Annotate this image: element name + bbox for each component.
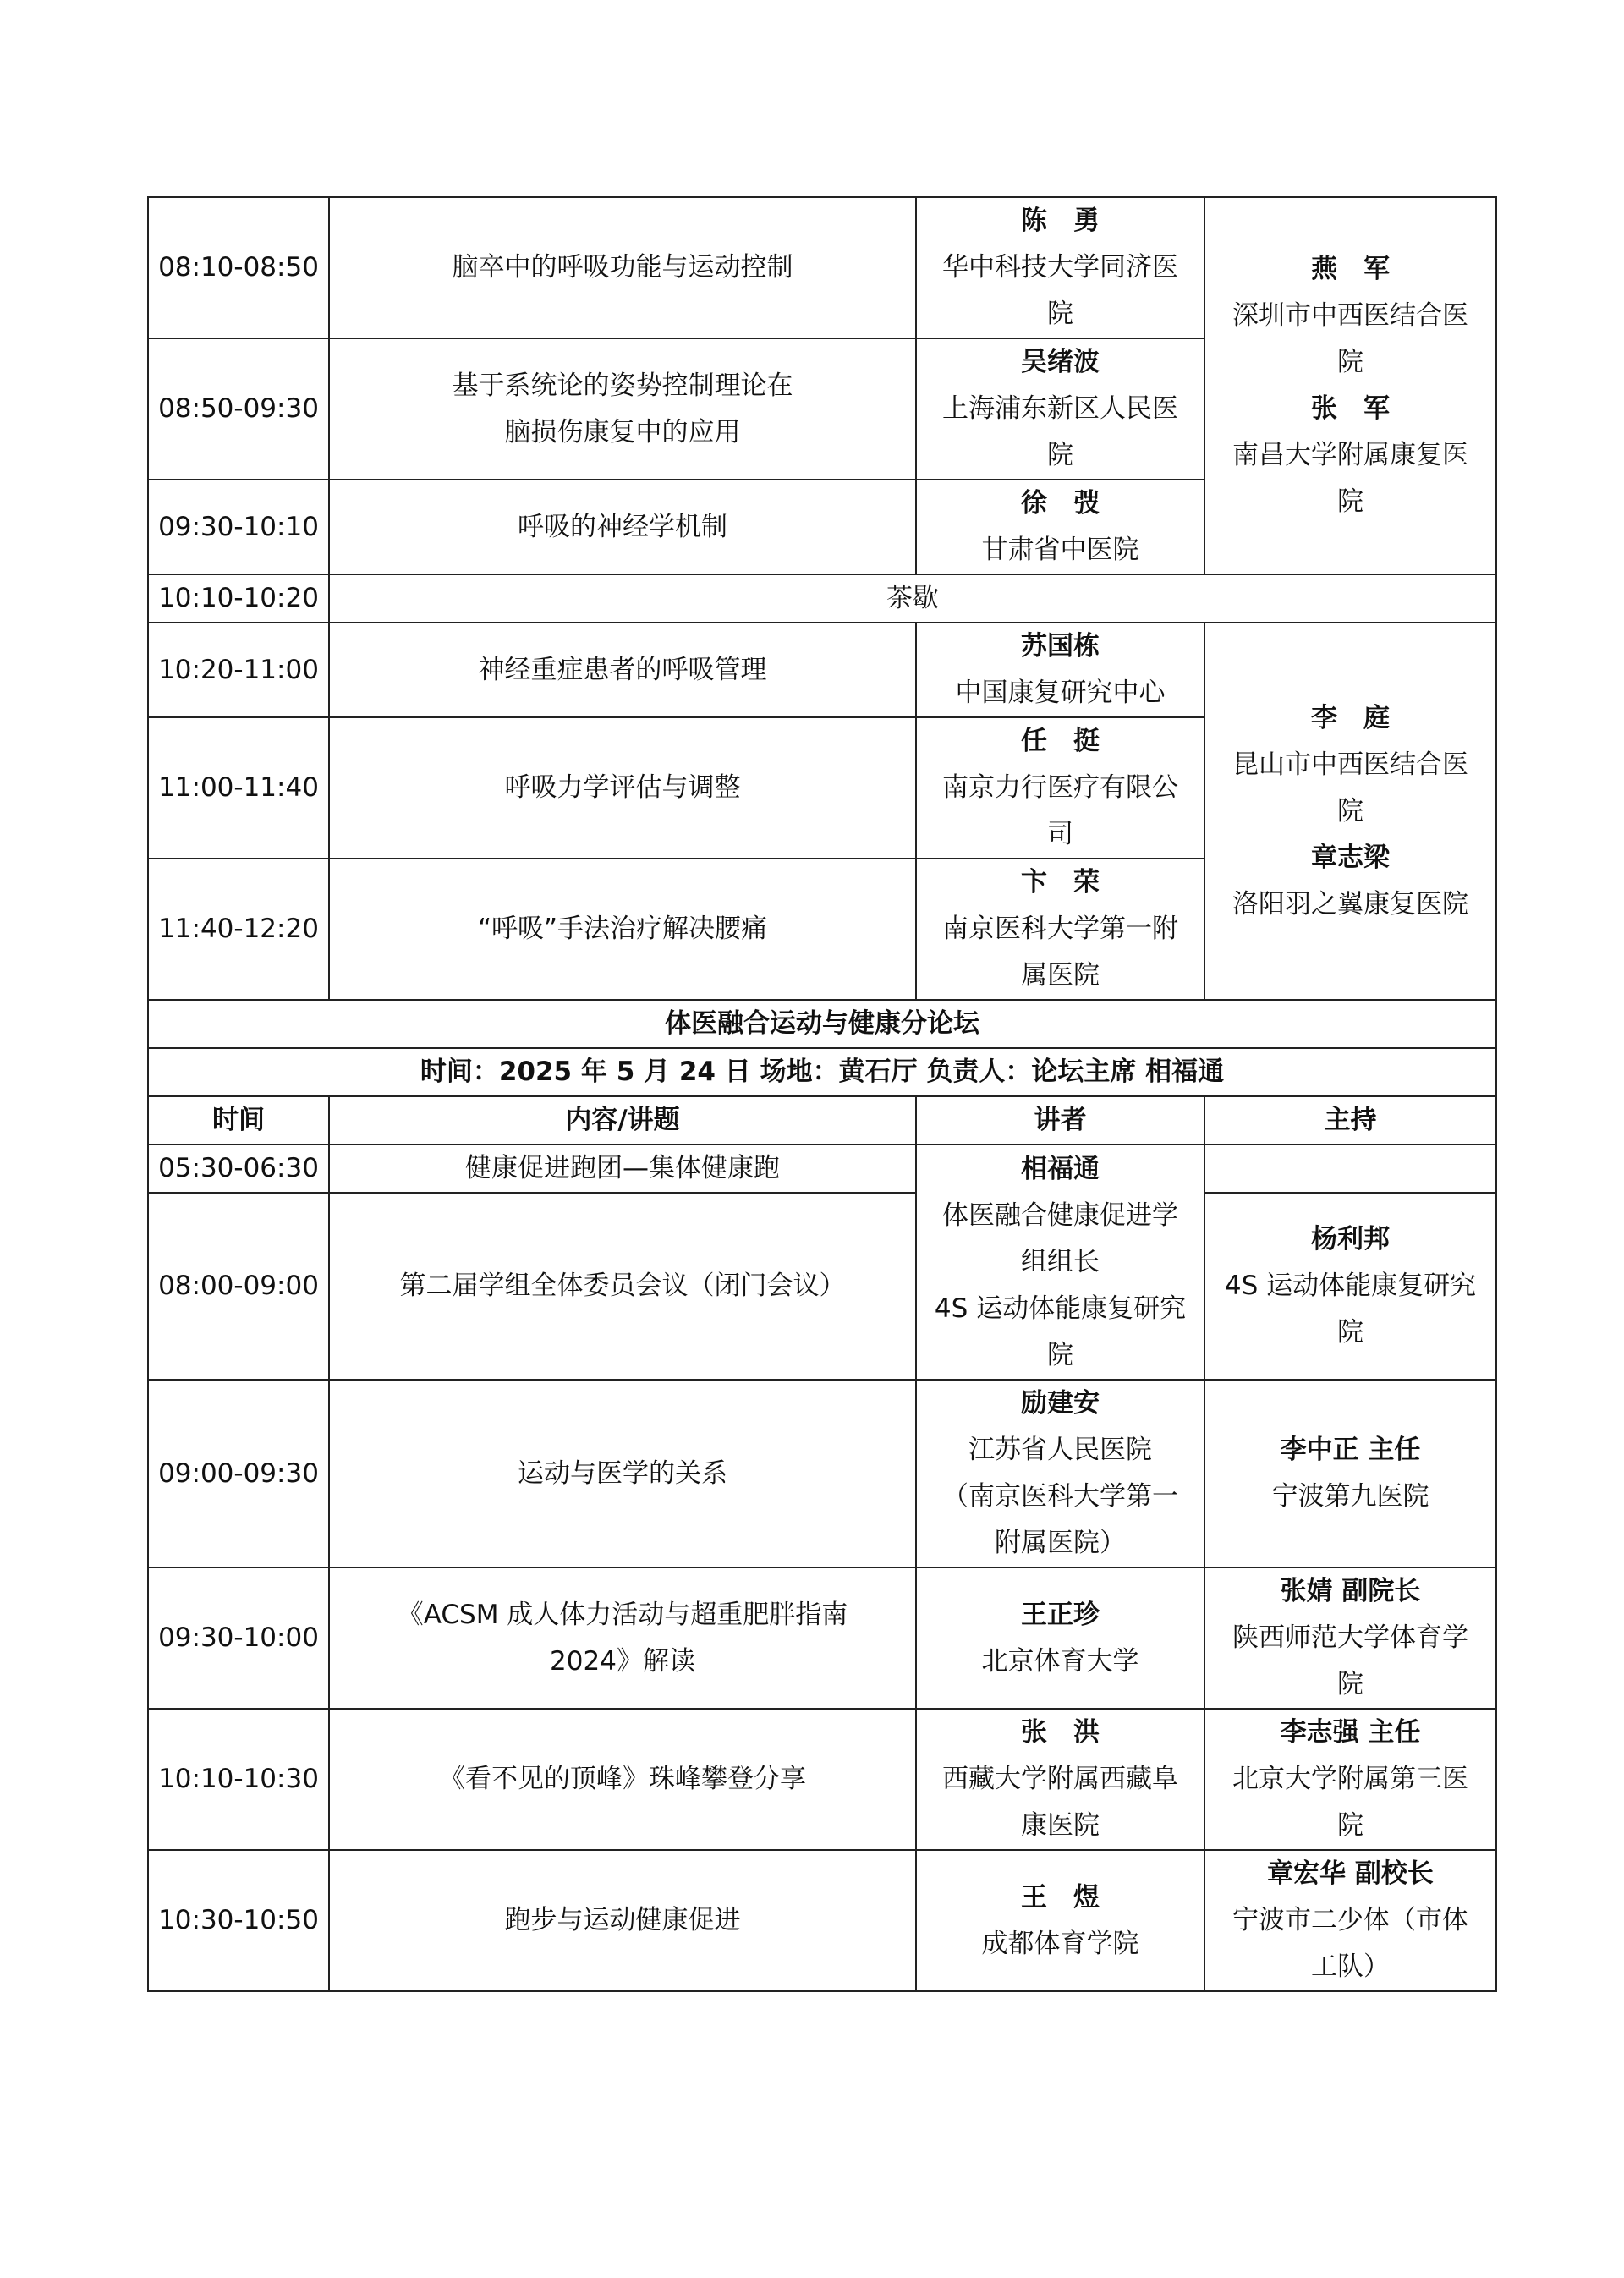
host-cell: 李 庭 昆山市中西医结合医 院 章志梁 洛阳羽之翼康复医院 (1204, 623, 1496, 1000)
time-cell: 08:50-09:30 (148, 338, 329, 480)
table-row (148, 623, 1496, 717)
time-cell: 10:20-11:00 (148, 623, 329, 717)
time-cell: 10:10-10:20 (148, 574, 329, 623)
topic-cell: 基于系统论的姿势控制理论在 脑损伤康复中的应用 (329, 338, 916, 480)
topic-cell: 脑卒中的呼吸功能与运动控制 (329, 197, 916, 338)
time-cell: 10:30-10:50 (148, 1850, 329, 1991)
table-row (148, 1380, 1496, 1567)
speaker-cell: 陈 勇 华中科技大学同济医 院 (916, 197, 1204, 338)
speaker-name: 苏国栋 (1021, 631, 1100, 661)
topic-cell: “呼吸”手法治疗解决腰痛 (329, 859, 916, 1000)
header-row (148, 1096, 1496, 1144)
host-cell: 燕 军 深圳市中西医结合医 院 张 军 南昌大学附属康复医 院 (1204, 197, 1496, 574)
topic-cell: 呼吸力学评估与调整 (329, 717, 916, 859)
speaker-name: 吴绪波 (1021, 347, 1100, 377)
speaker-cell: 徐 弢 甘肃省中医院 (916, 480, 1204, 574)
header-host: 主持 (1204, 1096, 1496, 1144)
table-row (148, 1144, 1496, 1193)
time-cell: 11:40-12:20 (148, 859, 329, 1000)
time-cell: 09:00-09:30 (148, 1380, 329, 1567)
topic-cell: 运动与医学的关系 (329, 1380, 916, 1567)
forum-title-row (148, 1000, 1496, 1048)
host-cell: 李中正 主任 宁波第九医院 (1204, 1380, 1496, 1567)
topic-cell: 跑步与运动健康促进 (329, 1850, 916, 1991)
host-name: 杨利邦 (1311, 1224, 1390, 1254)
time-cell: 10:10-10:30 (148, 1709, 329, 1850)
topic-cell: 健康促进跑团—集体健康跑 (329, 1144, 916, 1193)
speaker-cell: 相福通 体医融合健康促进学 组组长 4S 运动体能康复研究 院 (916, 1144, 1204, 1380)
host-cell: 李志强 主任 北京大学附属第三医 院 (1204, 1709, 1496, 1850)
host-name: 李中正 主任 (1280, 1435, 1421, 1465)
speaker-cell: 吴绪波 上海浦东新区人民医 院 (916, 338, 1204, 480)
host-name: 张 军 (1311, 393, 1390, 424)
host-name: 章志梁 (1311, 842, 1390, 873)
speaker-name: 张 洪 (1021, 1717, 1100, 1748)
header-topic: 内容/讲题 (329, 1096, 916, 1144)
host-name: 李志强 主任 (1280, 1717, 1421, 1748)
speaker-name: 卞 荣 (1021, 867, 1100, 897)
table-row (148, 1709, 1496, 1850)
topic-cell: 《ACSM 成人体力活动与超重肥胖指南 2024》解读 (329, 1567, 916, 1709)
time-cell: 08:00-09:00 (148, 1193, 329, 1380)
schedule-table (147, 196, 1497, 1992)
speaker-cell: 苏国栋 中国康复研究中心 (916, 623, 1204, 717)
topic-cell: 神经重症患者的呼吸管理 (329, 623, 916, 717)
time-cell: 09:30-10:10 (148, 480, 329, 574)
header-time: 时间 (148, 1096, 329, 1144)
host-name: 章宏华 副校长 (1267, 1858, 1434, 1889)
time-cell: 08:10-08:50 (148, 197, 329, 338)
table-row (148, 1567, 1496, 1709)
header-speaker: 讲者 (916, 1096, 1204, 1144)
topic-cell: 《看不见的顶峰》珠峰攀登分享 (329, 1709, 916, 1850)
forum-info: 时间：2025 年 5 月 24 日 场地：黄石厅 负责人：论坛主席 相福通 (148, 1048, 1496, 1096)
speaker-name: 徐 弢 (1021, 488, 1100, 519)
speaker-cell: 励建安 江苏省人民医院 （南京医科大学第一 附属医院） (916, 1380, 1204, 1567)
speaker-name: 王 煜 (1021, 1881, 1100, 1913)
table-row (148, 1850, 1496, 1991)
speaker-name: 任 挺 (1021, 726, 1100, 756)
host-name: 李 庭 (1311, 702, 1390, 733)
host-cell-empty (1204, 1144, 1496, 1193)
speaker-name: 励建安 (1021, 1388, 1100, 1419)
time-cell: 05:30-06:30 (148, 1144, 329, 1193)
topic-cell: 第二届学组全体委员会议（闭门会议） (329, 1193, 916, 1380)
forum-info-row (148, 1048, 1496, 1096)
forum-title: 体医融合运动与健康分论坛 (148, 1000, 1496, 1048)
time-cell: 11:00-11:40 (148, 717, 329, 859)
speaker-cell: 张 洪 西藏大学附属西藏阜 康医院 (916, 1709, 1204, 1850)
topic-cell: 呼吸的神经学机制 (329, 480, 916, 574)
host-cell: 杨利邦 4S 运动体能康复研究 院 (1204, 1193, 1496, 1380)
speaker-cell: 卞 荣 南京医科大学第一附 属医院 (916, 859, 1204, 1000)
break-row (148, 574, 1496, 623)
table-row (148, 197, 1496, 338)
host-name: 张婧 副院长 (1280, 1576, 1421, 1606)
time-cell: 09:30-10:00 (148, 1567, 329, 1709)
speaker-name: 陈 勇 (1021, 206, 1100, 236)
speaker-cell: 王 煜 成都体育学院 (916, 1850, 1204, 1991)
speaker-name: 相福通 (1021, 1153, 1100, 1184)
break-label: 茶歇 (329, 574, 1496, 623)
table-row (148, 1193, 1496, 1380)
speaker-name: 王正珍 (1021, 1599, 1100, 1630)
host-name: 燕 军 (1311, 254, 1390, 284)
speaker-cell: 任 挺 南京力行医疗有限公 司 (916, 717, 1204, 859)
host-cell: 章宏华 副校长 宁波市二少体（市体 工队） (1204, 1850, 1496, 1991)
speaker-cell: 王正珍 北京体育大学 (916, 1567, 1204, 1709)
host-cell: 张婧 副院长 陕西师范大学体育学 院 (1204, 1567, 1496, 1709)
